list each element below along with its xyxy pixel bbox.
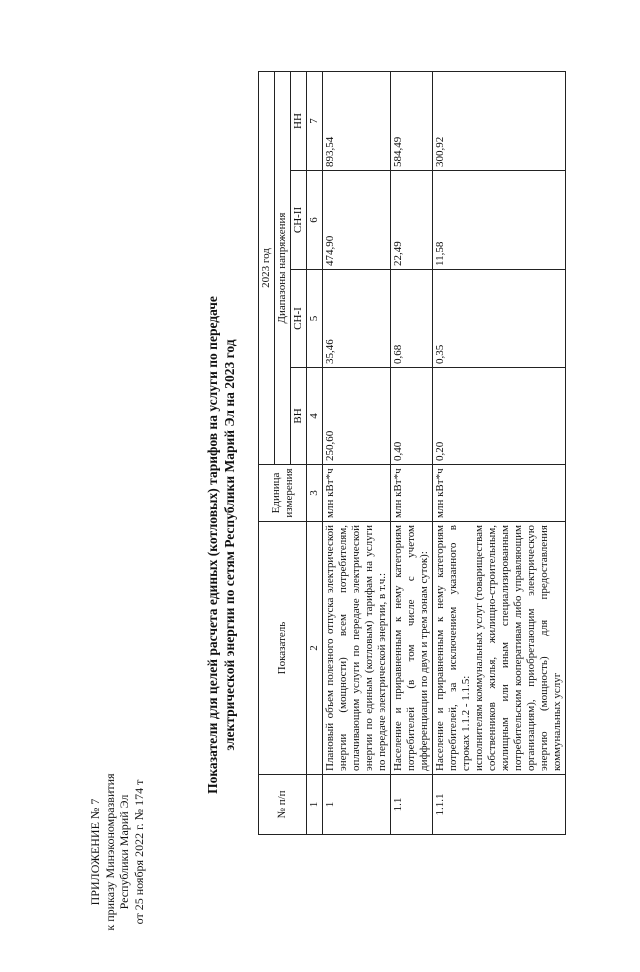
appendix-order-line: к приказу Минэкономразвития [102,773,117,931]
col-number: 1 [307,775,323,835]
header-sn1: СН-I [291,270,307,368]
col-number: 5 [307,270,323,368]
row-value-nn: 584,49 [391,71,433,170]
row-value-sn2: 22,49 [391,171,433,270]
row-unit: млн кВт*ч [323,465,391,522]
header-year: 2023 год [259,71,275,464]
header-voltage-ranges: Диапазоны напряжения [275,71,291,464]
row-indicator-part-1: Население и приравненным к нему категориям потребителей, за исключением указанного в строках 1.1.2 - 1.1.5: [434,525,472,771]
row-indicator: Население и приравненным к нему категориям потребителей (в том числе с учетом дифференциации по двум и трем зонам суток): [391,522,433,775]
header-num: № п/п [259,775,307,835]
row-num: 1 [323,775,391,835]
row-num: 1.1 [391,775,433,835]
row-value-vn: 0,20 [433,368,566,465]
document-title [204,245,238,845]
tariff-indicators-table [258,71,566,835]
row-indicator: Плановый объем полезного отпуска электрической энергии (мощности) всем потребителям, оплачивающим услуги по передаче электрической энергии по единым (котловым) тарифам на услуги по передаче электрической энергии, в т.ч.: [323,522,391,775]
header-vn: ВН [291,368,307,465]
row-unit: млн кВт*ч [433,465,566,522]
row-value-sn2: 474,90 [323,171,391,270]
col-number: 3 [307,465,323,522]
row-indicator [433,522,566,775]
row-value-sn1: 35,46 [323,270,391,368]
appendix-republic-line: Республики Марий Эл [117,794,131,910]
appendix-date-line: от 25 ноября 2022 г. № 174 т [131,779,146,925]
title-line-2: электрической энергии по сетям Республики Марий Эл на 2023 год [222,339,237,751]
col-number: 4 [307,368,323,465]
appendix-title: ПРИЛОЖЕНИЕ № 7 [88,798,102,906]
row-num: 1.1.1 [433,775,566,835]
row-indicator-part-2: исполнителям коммунальных услуг (товариществам собственников жилья, жилищно-строительным, жилищным или иным специализированным потребительским кооперативам либо управляющим организациям), приобретающим электрическую энергию (мощность) для предоставления коммунальных услуг [473,525,563,771]
title-line-1: Показатели для целей расчета единых (котловых) тарифов на услуги по передаче [205,296,220,794]
col-number: 7 [307,71,323,170]
header-sn2: СН-II [291,171,307,270]
row-unit: млн кВт*ч [391,465,433,522]
col-number: 6 [307,171,323,270]
table-row [323,71,391,834]
header-unit: Единица измерения [259,465,307,522]
appendix-block [88,732,146,972]
header-nn: НН [291,71,307,170]
table-row [391,71,433,834]
row-value-sn1: 0,35 [433,270,566,368]
column-number-row [307,71,323,834]
row-value-sn2: 11,58 [433,171,566,270]
row-value-vn: 0,40 [391,368,433,465]
col-number: 2 [307,522,323,775]
row-value-sn1: 0,68 [391,270,433,368]
header-indicator: Показатель [259,522,307,775]
row-value-nn: 893,54 [323,71,391,170]
row-value-vn: 250,60 [323,368,391,465]
table-row [433,71,566,834]
row-value-nn: 300,92 [433,71,566,170]
